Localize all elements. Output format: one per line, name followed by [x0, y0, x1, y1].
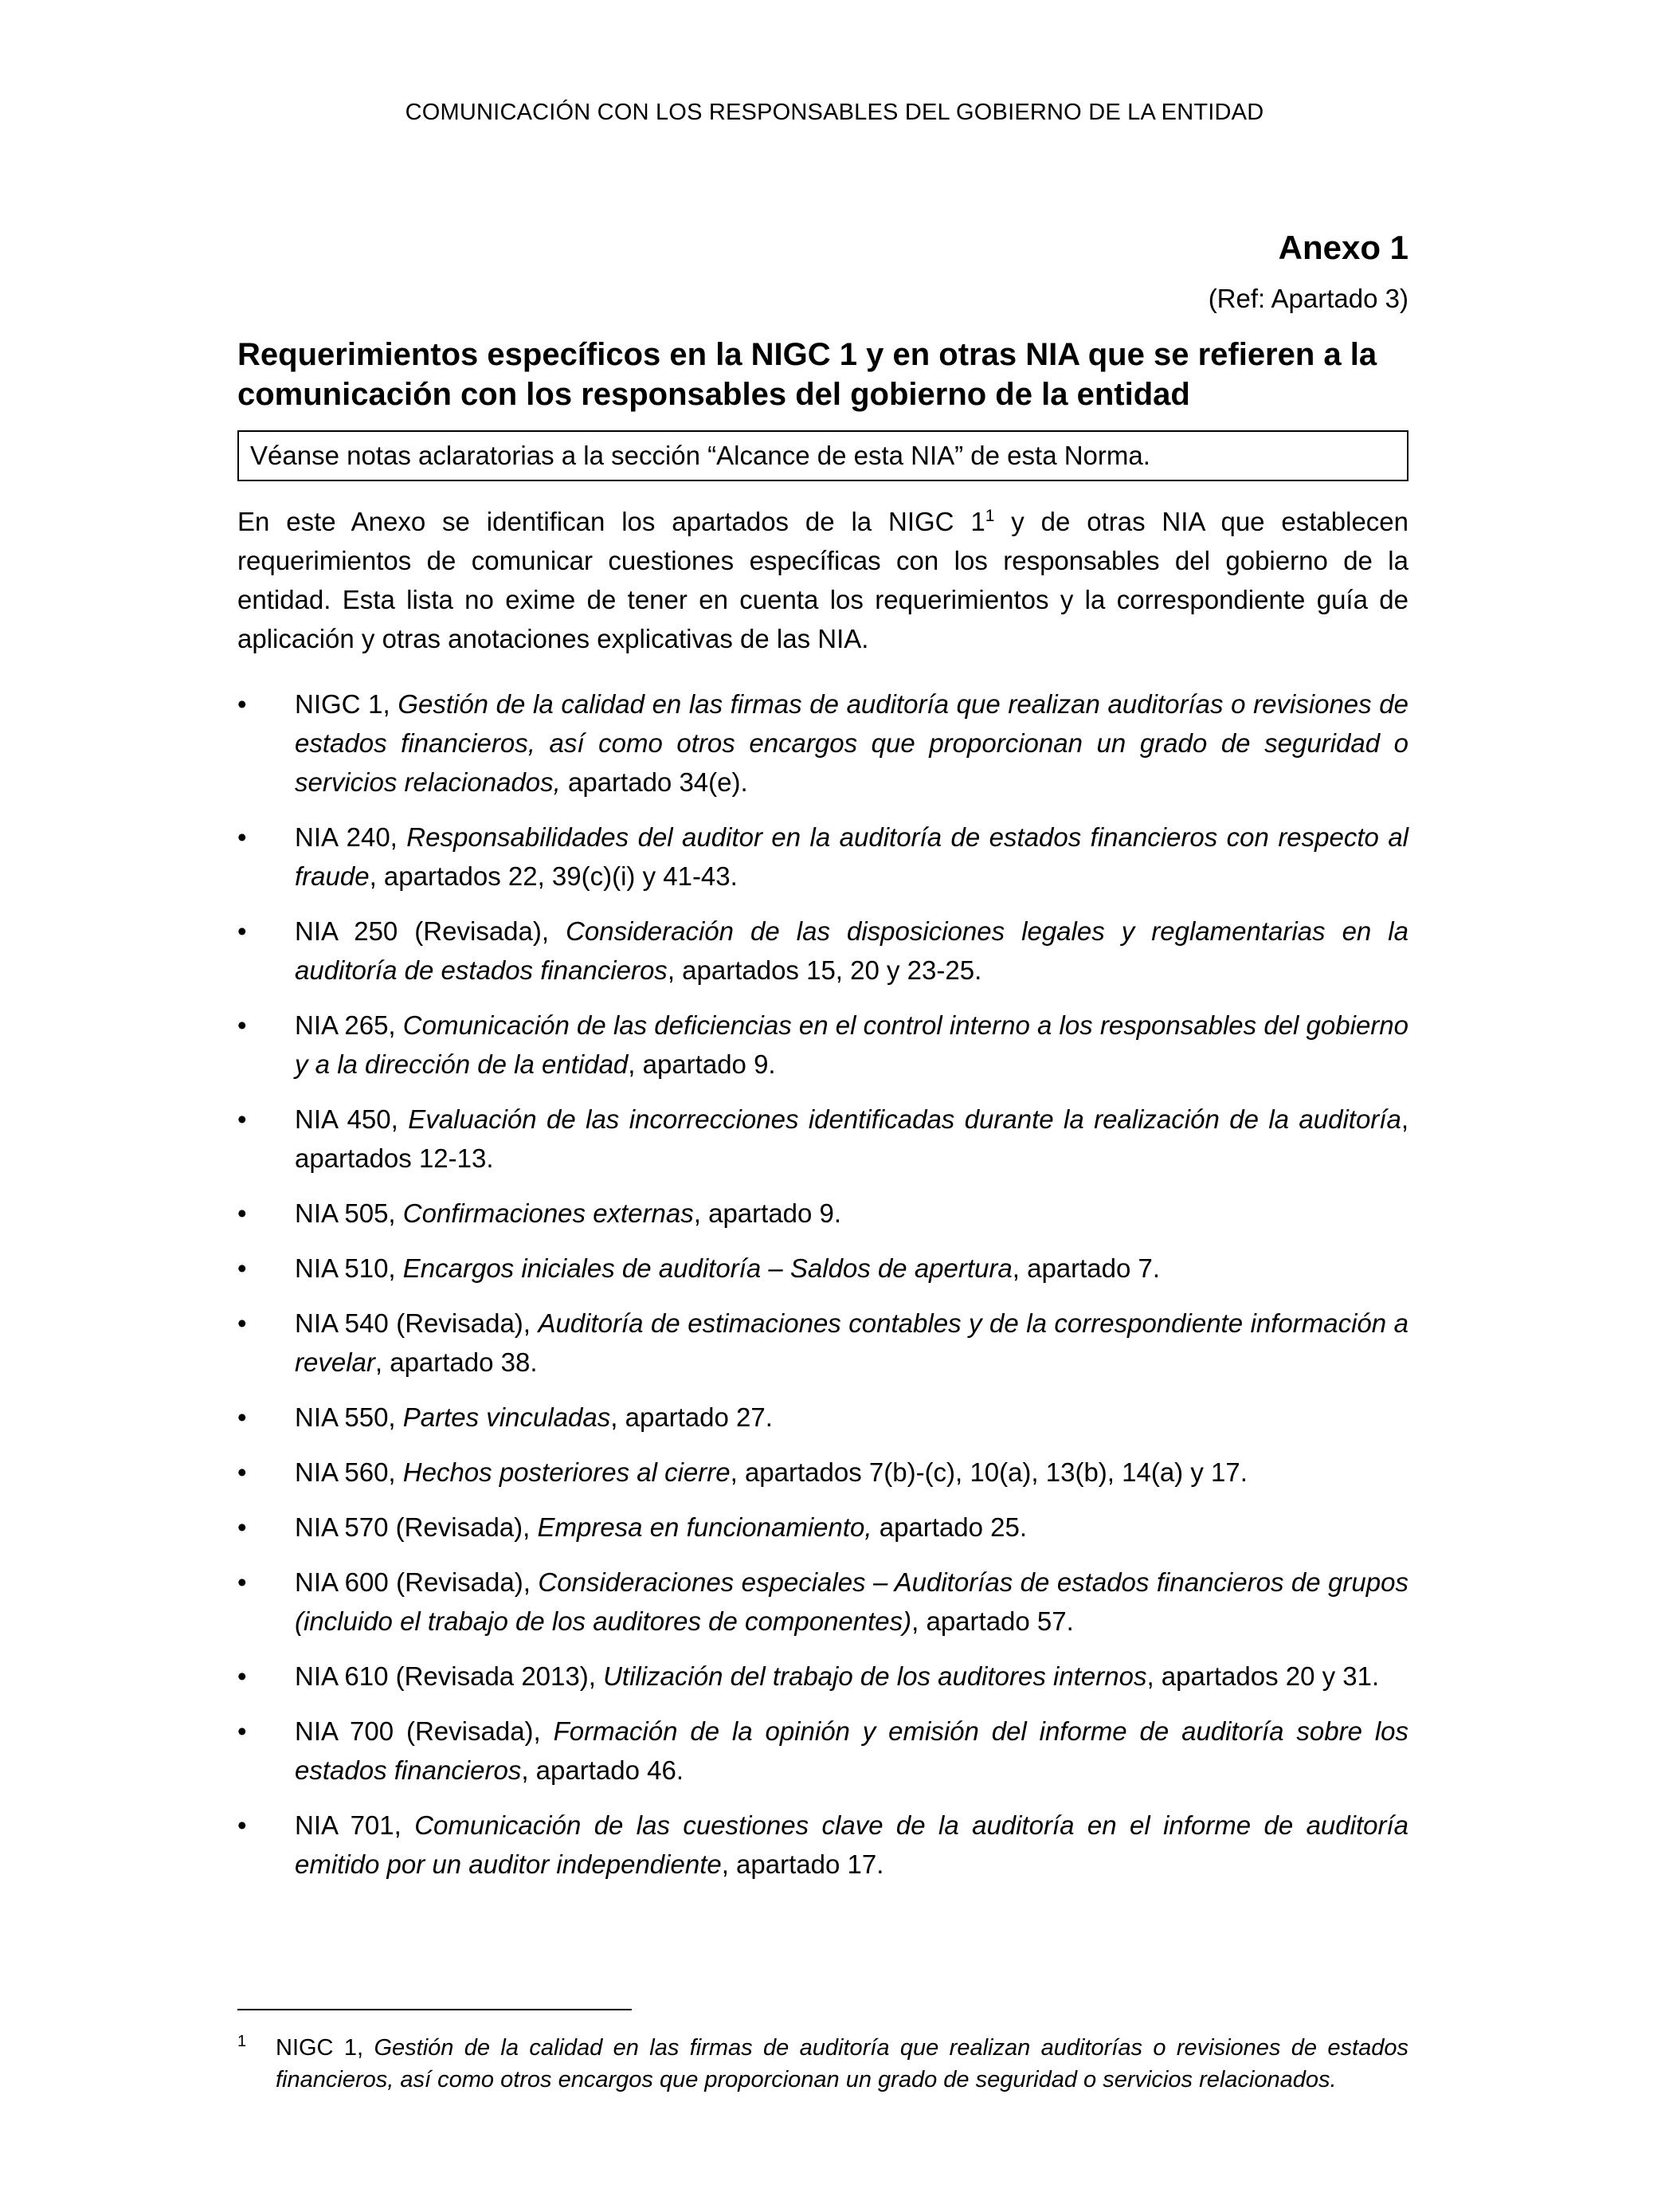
intro-text-after: y de otras NIA que establecen requerimientos de comunicar cuestiones específicas con los responsables del gobierno de la entidad. Esta lista no exime de tener en cuenta los requerimientos y la correspondiente guía de aplicación y otras anotaciones explicativas de las NIA. — [237, 507, 1409, 653]
item-paragraphs: apartado 34(e). — [560, 767, 748, 797]
bullet-icon: • — [237, 1661, 247, 1691]
item-title: Confirmaciones externas — [402, 1198, 694, 1228]
footnote-mark: 1 — [237, 2033, 247, 2050]
note-box: Véanse notas aclaratorias a la sección “Alcance de esta NIA” de esta Norma. — [237, 430, 1408, 481]
footnote-title: Gestión de la calidad en las firmas de auditoría que realizan auditorías o revisiones de estados financieros, así como otros encargos que proporcionan un grado de seguridad o servicios relacionados. — [276, 2035, 1408, 2092]
list-item — [237, 1194, 1408, 1233]
list-item — [237, 1100, 1408, 1178]
item-paragraphs: , apartado 38. — [374, 1347, 538, 1377]
annex-heading: Requerimientos específicos en la NIGC 1 y en otras NIA que se refieren a la comunicación con los responsables del gobierno de la entidad — [237, 337, 1377, 412]
list-item — [237, 1304, 1408, 1382]
item-paragraphs: , apartados 20 y 31. — [1146, 1661, 1380, 1691]
item-paragraphs: , apartados 12-13. — [295, 1104, 1408, 1173]
item-title: Hechos posteriores al cierre — [402, 1457, 731, 1487]
item-paragraphs: , apartado 7. — [1012, 1253, 1161, 1283]
list-item — [237, 684, 1408, 802]
item-standard: NIGC 1, — [295, 689, 398, 719]
item-standard: NIA 600 (Revisada), — [295, 1567, 539, 1597]
standards-list — [237, 684, 1408, 1884]
item-standard: NIA 450, — [295, 1104, 409, 1134]
list-item — [237, 1006, 1408, 1084]
item-paragraphs: , apartado 27. — [610, 1402, 773, 1432]
item-title: Consideraciones especiales – Auditorías de estados financieros de grupos (incluido el trabajo de los auditores de componentes) — [295, 1567, 1408, 1636]
item-title: Comunicación de las deficiencias en el control interno a los responsables del gobierno y a la dirección de la entidad — [295, 1010, 1408, 1079]
item-paragraphs: , apartados 15, 20 y 23-25. — [667, 955, 982, 985]
list-item — [237, 1712, 1408, 1790]
item-paragraphs: , apartado 57. — [911, 1606, 1074, 1636]
bullet-icon: • — [237, 1512, 247, 1542]
item-title: Partes vinculadas — [402, 1402, 611, 1432]
bullet-icon: • — [237, 1716, 247, 1746]
bullet-icon: • — [237, 822, 247, 852]
list-item — [237, 1806, 1408, 1884]
footnote-reference: 1 — [985, 507, 995, 525]
item-paragraphs: apartado 25. — [872, 1512, 1028, 1542]
annex-reference: (Ref: Apartado 3) — [1208, 284, 1408, 313]
bullet-icon: • — [237, 1457, 247, 1487]
item-title: Empresa en funcionamiento, — [537, 1512, 872, 1542]
item-title: Responsabilidades del auditor en la auditoría de estados financieros con respecto al fraude — [295, 822, 1409, 891]
bullet-icon: • — [237, 1010, 247, 1040]
bullet-icon: • — [237, 1198, 247, 1228]
bullet-icon: • — [237, 1810, 247, 1840]
list-item — [237, 1398, 1408, 1437]
item-paragraphs: , apartado 17. — [721, 1849, 884, 1879]
annex-title: Anexo 1 — [1278, 229, 1408, 266]
item-paragraphs: , apartado 46. — [521, 1755, 684, 1785]
footnote-prefix: NIGC 1, — [276, 2035, 374, 2061]
item-standard: NIA 510, — [295, 1253, 403, 1283]
item-standard: NIA 701, — [295, 1810, 415, 1840]
item-title: Consideración de las disposiciones legales y reglamentarias en la auditoría de estados financieros — [295, 916, 1408, 985]
item-title: Auditoría de estimaciones contables y de la correspondiente información a revelar — [295, 1308, 1408, 1377]
item-title: Gestión de la calidad en las firmas de auditoría que realizan auditorías o revisiones de estados financieros, así como otros encargos que proporcionan un grado de seguridad o servicios relacionados, — [295, 689, 1409, 797]
item-standard: NIA 570 (Revisada), — [295, 1512, 538, 1542]
item-paragraphs: , apartado 9. — [693, 1198, 842, 1228]
item-title: Comunicación de las cuestiones clave de la auditoría en el informe de auditoría emitido por un auditor independiente — [295, 1810, 1409, 1879]
item-title: Formación de la opinión y emisión del informe de auditoría sobre los estados financieros — [295, 1716, 1409, 1785]
annex-content — [237, 225, 1408, 1900]
item-standard: NIA 550, — [295, 1402, 403, 1432]
bullet-icon: • — [237, 1402, 247, 1432]
item-standard: NIA 505, — [295, 1198, 403, 1228]
list-item — [237, 818, 1408, 896]
intro-paragraph — [237, 502, 1408, 658]
bullet-icon: • — [237, 1104, 247, 1134]
footnote-text — [237, 2032, 1408, 2096]
footnote-separator — [237, 2009, 632, 2010]
item-paragraphs: , apartados 7(b)-(c), 10(a), 13(b), 14(a) y 17. — [730, 1457, 1248, 1487]
item-standard: NIA 560, — [295, 1457, 403, 1487]
footnote — [237, 2032, 1408, 2096]
intro-text-before: En este Anexo se identifican los apartados de la NIGC 1 — [237, 507, 985, 536]
item-standard: NIA 610 (Revisada 2013), — [295, 1661, 604, 1691]
list-item — [237, 912, 1408, 990]
bullet-icon: • — [237, 689, 247, 719]
bullet-icon: • — [237, 1567, 247, 1597]
item-standard: NIA 250 (Revisada), — [295, 916, 566, 946]
bullet-icon: • — [237, 1253, 247, 1283]
running-header: COMUNICACIÓN CON LOS RESPONSABLES DEL GOBIERNO DE LA ENTIDAD — [405, 100, 1264, 125]
bullet-icon: • — [237, 1308, 247, 1338]
list-item — [237, 1508, 1408, 1547]
item-standard: NIA 700 (Revisada), — [295, 1716, 554, 1746]
item-standard: NIA 540 (Revisada), — [295, 1308, 539, 1338]
item-title: Utilización del trabajo de los auditores internos — [603, 1661, 1147, 1691]
list-item — [237, 1657, 1408, 1696]
item-standard: NIA 240, — [295, 822, 407, 852]
item-title: Encargos iniciales de auditoría – Saldos de apertura — [402, 1253, 1013, 1283]
list-item — [237, 1453, 1408, 1492]
item-paragraphs: , apartado 9. — [628, 1049, 776, 1079]
bullet-icon: • — [237, 916, 247, 946]
item-standard: NIA 265, — [295, 1010, 403, 1040]
item-title: Evaluación de las incorrecciones identificadas durante la realización de la auditoría — [408, 1104, 1401, 1134]
item-paragraphs: , apartados 22, 39(c)(i) y 41-43. — [369, 861, 738, 891]
list-item — [237, 1249, 1408, 1288]
list-item — [237, 1563, 1408, 1641]
